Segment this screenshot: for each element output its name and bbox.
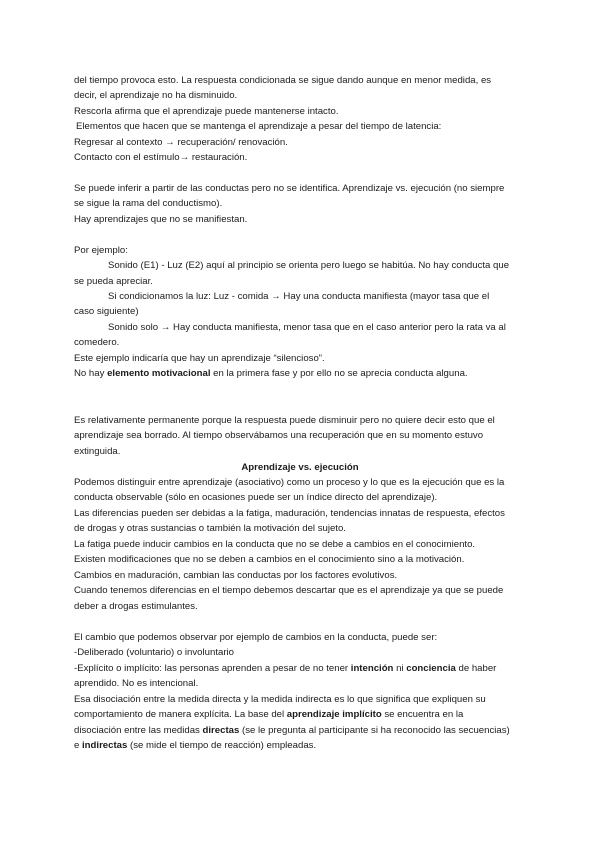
text-run: -Explícito o implícito: las personas aprenden a pesar de no tener — [74, 663, 351, 674]
text-line — [74, 740, 534, 752]
text-line: Hay aprendizajes que no se manifiestan. — [74, 214, 248, 225]
text-run: en la primera fase y por ello no se aprecia conducta alguna. — [210, 368, 468, 379]
text-line: -Deliberado (voluntario) o involuntario — [74, 647, 234, 658]
text-line: conducta observable (sólo en ocasiones puede ser un índice directo del aprendizaje). — [74, 492, 438, 503]
text-run: (se mide el tiempo de reacción) empleadas. — [127, 740, 317, 751]
text-line: aprendizaje sea borrado. Al tiempo observábamos una recuperación que en su momento estuvo — [74, 430, 484, 441]
text-line: Cambios en maduración, cambian las conductas por los factores evolutivos. — [74, 570, 398, 581]
text-run: ni — [393, 663, 407, 674]
text-line: aprendido. No es intencional. — [74, 678, 199, 689]
text-line — [74, 663, 534, 675]
text-line: Elementos que hacen que se mantenga el aprendizaje a pesar del tiempo de latencia: — [76, 121, 442, 132]
text-line: El cambio que podemos observar por ejemplo de cambios en la conducta, puede ser: — [74, 632, 438, 643]
text-run: disociación entre las medidas — [74, 725, 203, 736]
text-run: e — [74, 740, 83, 751]
text-line: Sonido solo → Hay conducta manifiesta, menor tasa que en el caso anterior pero la rata va al — [108, 322, 506, 333]
text-run: comportamiento de manera explícita. La base del — [74, 709, 287, 720]
text-line — [74, 368, 534, 380]
text-line — [74, 709, 534, 721]
text-line: Sonido (E1) - Luz (E2) aquí al principio se orienta pero luego se habitúa. No hay conducta que — [108, 260, 510, 271]
text-run: No hay — [74, 368, 108, 379]
text-line: decir, el aprendizaje no ha disminuido. — [74, 90, 238, 101]
section-heading: Aprendizaje vs. ejecución — [241, 462, 359, 473]
text-line: del tiempo provoca esto. La respuesta condicionada se sigue dando aunque en menor medida, es — [74, 75, 492, 86]
text-run: (se le pregunta al participante si ha reconocido las secuencias) — [239, 725, 510, 736]
text-line: Este ejemplo indicaría que hay un aprendizaje “silencioso”. — [74, 353, 325, 364]
text-line: Rescorla afirma que el aprendizaje puede mantenerse intacto. — [74, 106, 339, 117]
text-line: extinguida. — [74, 446, 121, 457]
text-line: La fatiga puede inducir cambios en la conducta que no se debe a cambios en el conocimiento. — [74, 539, 476, 550]
text-line: Cuando tenemos diferencias en el tiempo debemos descartar que es el aprendizaje ya que se puede — [74, 585, 504, 596]
text-line: Si condicionamos la luz: Luz - comida → Hay una conducta manifiesta (mayor tasa que el — [108, 291, 490, 302]
text-line: Contacto con el estímulo→ restauración. — [74, 152, 248, 163]
text-line — [74, 725, 534, 737]
text-line: Regresar al contexto → recuperación/ renovación. — [74, 137, 288, 148]
text-line: de drogas y otras sustancias o también la motivación del sujeto. — [74, 523, 346, 534]
text-line: Por ejemplo: — [74, 245, 128, 256]
text-line: se pueda apreciar. — [74, 276, 153, 287]
bold-text: indirectas — [82, 740, 128, 751]
bold-text: conciencia — [406, 663, 456, 674]
bold-text: aprendizaje implícito — [286, 709, 382, 720]
bold-text: directas — [202, 725, 240, 736]
bold-text: intención — [350, 663, 394, 674]
text-line: caso siguiente) — [74, 306, 139, 317]
text-line: Podemos distinguir entre aprendizaje (asociativo) como un proceso y lo que es la ejecución que es la — [74, 477, 505, 488]
text-run: de haber — [455, 663, 497, 674]
text-line: comedero. — [74, 337, 120, 348]
text-line: Se puede inferir a partir de las conductas pero no se identifica. Aprendizaje vs. ejecución (no siempre — [74, 183, 505, 194]
text-line: Esa disociación entre la medida directa y la medida indirecta es lo que significa que expliquen su — [74, 694, 486, 705]
text-line: Es relativamente permanente porque la respuesta puede disminuir pero no quiere decir esto que el — [74, 415, 495, 426]
text-line: se sigue la rama del conductismo). — [74, 198, 223, 209]
bold-text: elemento motivacional — [107, 368, 211, 379]
text-run: se encuentra en la — [381, 709, 464, 720]
text-line: deber a drogas estimulantes. — [74, 601, 198, 612]
text-line: Existen modificaciones que no se deben a cambios en el conocimiento sino a la motivación. — [74, 554, 465, 565]
text-line: Las diferencias pueden ser debidas a la fatiga, maduración, tendencias innatas de respuesta, efectos — [74, 508, 505, 519]
